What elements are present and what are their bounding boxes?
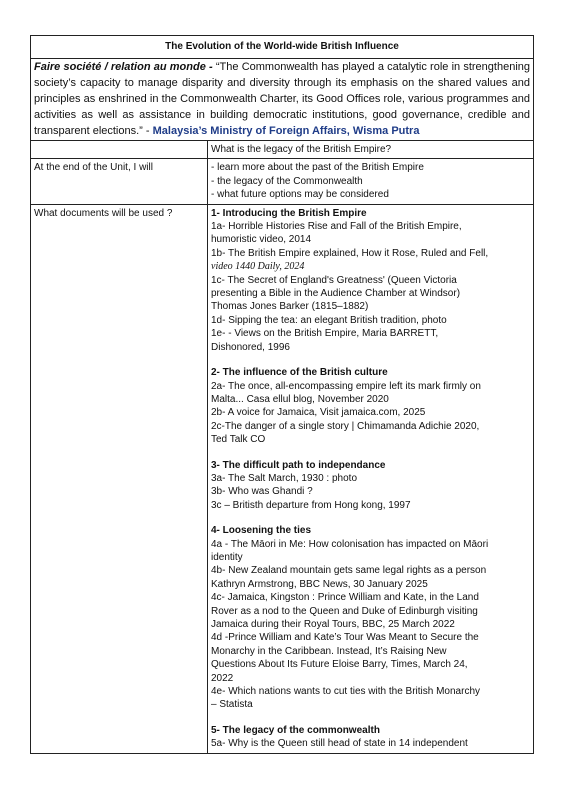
document-line: 1d- Sipping the tea: an elegant British tradition, photo xyxy=(211,314,447,326)
section-title: 4- Loosening the ties xyxy=(211,525,312,537)
section-title: 5- The legacy of the commonwealth xyxy=(211,724,380,736)
section-gap xyxy=(211,354,530,366)
quote-text: “The Commonwealth has played a catalytic role in strengthening society’s capacity to manage disparity and diversity through its emphasis on the shared values and principles as enshrined in the Commonwealth Charter, its Good Offices role, various programmes and activities as well as assistance in building democratic institutions, good governance, credible and transparent elections.” - xyxy=(34,61,531,137)
objectives-row xyxy=(31,159,534,204)
objectives-label: At the end of the Unit, I will xyxy=(31,159,208,204)
quote-theme: Faire société / relation au monde - xyxy=(34,61,213,73)
objective-item: - learn more about the past of the British Empire xyxy=(211,162,424,174)
section-gap xyxy=(211,447,530,459)
document-line: 1c- The Secret of England's Greatness' (Queen Victoria xyxy=(211,274,457,286)
section-gap xyxy=(211,712,530,724)
document-line: 3c – Britisth departure from Hong kong, 1997 xyxy=(211,499,411,511)
document-line: Dishonored, 1996 xyxy=(211,341,290,353)
document-line: humoristic video, 2014 xyxy=(211,234,312,246)
documents-label: What documents will be used ? xyxy=(31,204,208,753)
document-line: 4b- New Zealand mountain gets same legal rights as a person xyxy=(211,565,487,577)
document-line: 4c- Jamaica, Kingston : Prince William and Kate, in the Land xyxy=(211,592,479,604)
section-title: 2- The influence of the British culture xyxy=(211,367,388,379)
document-line: identity xyxy=(211,551,243,563)
question-row xyxy=(31,141,534,159)
document-line: presenting a Bible in the Audience Chamber at Windsor) xyxy=(211,288,461,300)
document-line: Jamaica during their Royal Tours, BBC, 25 March 2022 xyxy=(211,619,455,630)
section-gap xyxy=(211,512,530,524)
document-line: 1b- The British Empire explained, How it Rose, Ruled and Fell, xyxy=(211,247,489,259)
document-line: 1a- Horrible Histories Rise and Fall of the British Empire, xyxy=(211,221,462,233)
problematic-question: What is the legacy of the British Empire? xyxy=(208,141,534,159)
document-title: The Evolution of the World-wide British Influence xyxy=(31,36,534,59)
document-line: Ted Talk CO xyxy=(211,434,266,446)
document-line: 4d -Prince William and Kate’s Tour Was Meant to Secure the xyxy=(211,632,479,644)
document-line: video 1440 Daily, 2024 xyxy=(211,261,305,273)
document-line: Malta... Casa ellul blog, November 2020 xyxy=(211,393,389,405)
document-line: 5a- Why is the Queen still head of state in 14 independent xyxy=(211,738,468,750)
document-line: 3a- The Salt March, 1930 : photo xyxy=(211,472,358,484)
document-line: 2022 xyxy=(211,672,234,684)
document-line: Thomas Jones Barker (1815–1882) xyxy=(211,301,369,313)
document-line: 4e- Which nations wants to cut ties with the British Monarchy xyxy=(211,686,481,698)
objective-item: - the legacy of the Commonwealth xyxy=(211,175,363,187)
documents-row xyxy=(31,204,534,753)
document-line: 3b- Who was Ghandi ? xyxy=(211,486,313,498)
document-line: Rover as a nod to the Queen and Duke of Edinburgh visiting xyxy=(211,605,478,617)
quote-row xyxy=(31,59,534,141)
section-title: 3- The difficult path to independance xyxy=(211,459,386,471)
objective-item: - what future options may be considered xyxy=(211,189,389,201)
document-line: 2c-The danger of a single story | Chimamanda Adichie 2020, xyxy=(211,420,480,432)
epigraph-quote xyxy=(31,59,534,141)
document-line: 1e- - Views on the British Empire, Maria BARRETT, xyxy=(211,328,439,340)
document-line: Kathryn Armstrong, BBC News, 30 January 2025 xyxy=(211,578,428,590)
document-line: 2b- A voice for Jamaica, Visit jamaica.com, 2025 xyxy=(211,407,426,419)
document-line: 2a- The once, all-encompassing empire left its mark firmly on xyxy=(211,380,481,392)
documents-list xyxy=(208,204,534,753)
document-line: Monarchy in the Caribbean. Instead, It’s Raising New xyxy=(211,645,447,657)
document-line: – Statista xyxy=(211,699,253,711)
question-label-empty xyxy=(31,141,208,159)
title-row xyxy=(31,36,534,59)
unit-plan-table xyxy=(30,35,534,754)
document-line: Questions About Its Future Eloise Barry, Times, March 24, xyxy=(211,659,468,671)
quote-source: Malaysia’s Ministry of Foreign Affairs, Wisma Putra xyxy=(152,125,420,137)
objectives-list xyxy=(208,159,534,204)
document-line: 4a - The Māori in Me: How colonisation has impacted on Māori xyxy=(211,538,489,550)
section-title: 1- Introducing the British Empire xyxy=(211,207,367,219)
